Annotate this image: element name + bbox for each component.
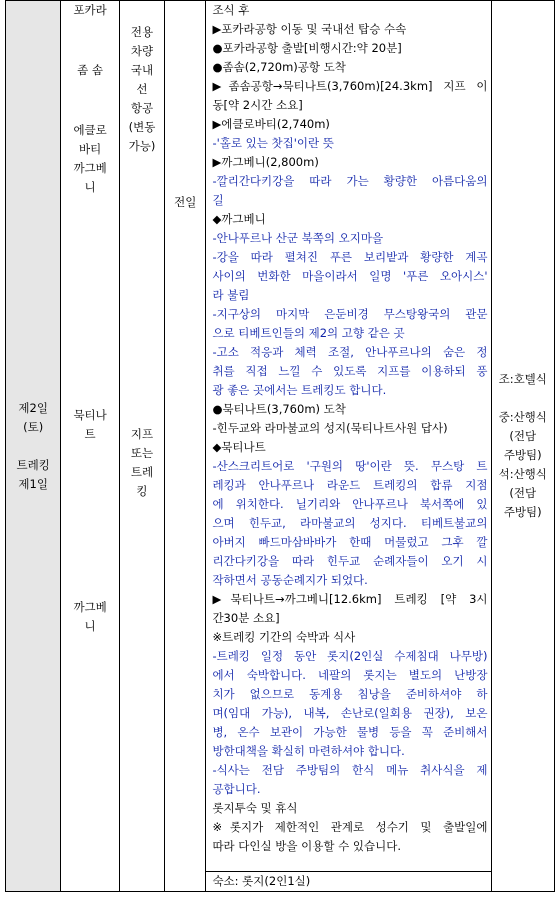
meal-cell: [165, 1, 206, 892]
schedule-line: 병, 온수 보관이 가능한 물병 등을 꼭 준비해서: [212, 725, 488, 739]
meal-plan-line: [492, 389, 555, 408]
day-label-line: 제2일: [18, 400, 48, 415]
schedule-line: 레킹과 안나푸르나 라운드 트레킹의 합류 지점: [212, 478, 488, 492]
schedule-line: ▶에클로바티(2,740m): [212, 117, 330, 131]
transport-mode: 가능): [128, 139, 156, 153]
meal-plan: [492, 370, 555, 522]
day-cell: [6, 1, 61, 892]
schedule-line: ▶포카라공항 이동 및 국내선 탑승 수속: [212, 22, 407, 36]
meal-label: 전일: [174, 195, 197, 209]
place-name: 까그베: [73, 161, 107, 175]
schedule-line: 광 좋은 곳에서는 트레킹도 합니다.: [212, 383, 387, 397]
schedule-line: ▶좀솜공항→묵티나트(3,760m)[24.3km] 지프 이: [212, 79, 488, 93]
transport-mode: 전용: [130, 25, 154, 39]
schedule-line: ※롯지가 제한적인 관계로 성수기 및 출발일에: [212, 820, 488, 834]
schedule-line: 따라 다인실 방을 이용할 수 있습니다.: [212, 839, 402, 853]
place-name: 까그베: [73, 600, 107, 614]
schedule-line: 공합니다.: [212, 782, 261, 796]
schedule-line: -식사는 전담 주방팀의 한식 메뉴 취사식을 제: [212, 763, 488, 777]
schedule-line: -지구상의 마지막 은둔비경 무스탕왕국의 관문: [212, 307, 488, 321]
schedule-line: 방한대책을 확실히 마련하셔야 합니다.: [212, 744, 405, 758]
day-label: [6, 399, 60, 494]
schedule-line: 롯지투숙 및 휴식: [212, 801, 298, 815]
place-name: 묵티나: [73, 408, 107, 422]
transport-mode: 국내: [130, 63, 154, 77]
meal-plan-line: 중:산행식: [498, 410, 547, 424]
transport-mode: (변동: [128, 120, 156, 134]
schedule-line: -'홀로 있는 찻집'이란 뜻: [212, 136, 334, 150]
schedule-line: -트레킹 일정 동안 롯지(2인실 수제침대 나무방): [212, 649, 488, 663]
meal-plan-line: (전담: [509, 486, 537, 500]
schedule-line: ●좀솜(2,720m)공항 도착: [212, 60, 346, 74]
itinerary-table: [5, 0, 555, 892]
transport-mode: 또는: [130, 446, 154, 460]
place-name: 포카라: [73, 3, 107, 17]
table-row: [6, 1, 555, 892]
day-label-line: (토): [23, 419, 44, 434]
place-name: 바티: [78, 142, 102, 156]
schedule-line: -강을 따라 펼쳐진 푸른 보리밭과 황량한 계곡: [212, 250, 488, 264]
schedule-line: ※트레킹 기간의 숙박과 식사: [212, 630, 356, 644]
schedule-line: ●묵티나트(3,760m) 도착: [212, 402, 346, 416]
meal-plan-line: 조:호텔식: [498, 372, 547, 386]
schedule-line: 치가 없으므로 동계용 침낭을 준비하셔야 하: [212, 687, 488, 701]
transport-mode: 트레: [130, 465, 154, 479]
schedule-line: 에 위치한다. 닐기리와 안나푸르나 북서쪽에 있: [212, 497, 488, 511]
meal-plan-line: 석:산행식: [498, 467, 547, 481]
schedule-line: ◆까그베니: [212, 212, 266, 226]
schedule-line: 작하면서 공동순례지가 되었다.: [212, 573, 368, 587]
schedule-line: 길: [212, 193, 224, 207]
schedule-line: 며(임대 가능), 내복, 손난로(일회용 권장), 보온: [212, 706, 488, 720]
schedule-line: 아버지 빠드마삼바바가 한때 머물렀고 그후 깔: [212, 535, 488, 549]
transport-mode: 항공: [130, 101, 154, 115]
place-name: 좀 솜: [77, 63, 104, 77]
hotel-meal-cell: [491, 1, 555, 892]
schedule-line: -고소 적응과 체력 조절, 안나푸르나의 숨은 정: [212, 345, 488, 359]
schedule-cell: [206, 1, 491, 892]
transport-mode: 차량: [130, 44, 154, 58]
place-name: 트: [84, 427, 96, 441]
transport-cell: [119, 1, 164, 892]
meal-plan-line: (전담: [509, 429, 537, 443]
schedule-line: 취를 직접 느낄 수 있도록 지프를 이용하되 풍: [212, 364, 488, 378]
schedule-line: ▶묵티나트→까그베니[12.6km] 트레킹 [약 3시: [212, 592, 488, 606]
schedule-line: ●포카라공항 출발[비행시간:약 20분]: [212, 41, 402, 55]
schedule-line: 조식 후: [212, 3, 250, 17]
schedule-line: 에서 숙박합니다. 네팔의 롯지는 별도의 난방장: [212, 668, 488, 682]
schedule-line: ◆묵티나트: [212, 440, 266, 454]
schedule-line: -산스크리트어로 '구원의 땅'이란 뜻. 무스탕 트: [212, 459, 488, 473]
schedule-line: 사이의 번화한 마을이라서 일명 '푸른 오아시스': [212, 269, 488, 283]
schedule-line: -깔리간다키강을 따라 가는 황량한 아름다움의: [212, 174, 488, 188]
place-name: 니: [84, 619, 96, 633]
schedule-line: 리간다키강을 따라 힌두교 순례자들이 오기 시: [212, 554, 488, 568]
schedule-line: 으로 티베트인들의 제2의 고향 같은 곳: [212, 326, 405, 340]
schedule-line: 으며 힌두교, 라마불교의 성지다. 티베트불교의: [212, 516, 488, 530]
schedule-line: 간30분 소요]: [212, 611, 280, 625]
transport-mode: 선: [136, 82, 148, 96]
schedule-line: ▶까그베니(2,800m): [212, 155, 319, 169]
meal-plan-line: 주방팀): [503, 448, 542, 462]
schedule-line: 동[약 2시간 소요]: [212, 98, 303, 112]
day-label-line: [6, 437, 60, 456]
place-name: 니: [84, 180, 96, 194]
transport-mode: 킹: [136, 484, 148, 498]
transport-mode: 지프: [130, 427, 154, 441]
schedule-line: 라 불림: [212, 288, 250, 302]
schedule-line: -안나푸르나 산군 북쪽의 오지마을: [212, 231, 384, 245]
day-label-line: 트레킹: [16, 457, 50, 472]
accommodation-row: 숙소: 롯지(2인1실): [206, 871, 490, 891]
day-label-line: 제1일: [18, 476, 48, 491]
place-name: 에클로: [73, 123, 107, 137]
place-cell: [61, 1, 119, 892]
schedule-line: -힌두교와 라마불교의 성지(묵티나트사원 답사): [212, 421, 448, 435]
meal-plan-line: 주방팀): [503, 505, 542, 519]
